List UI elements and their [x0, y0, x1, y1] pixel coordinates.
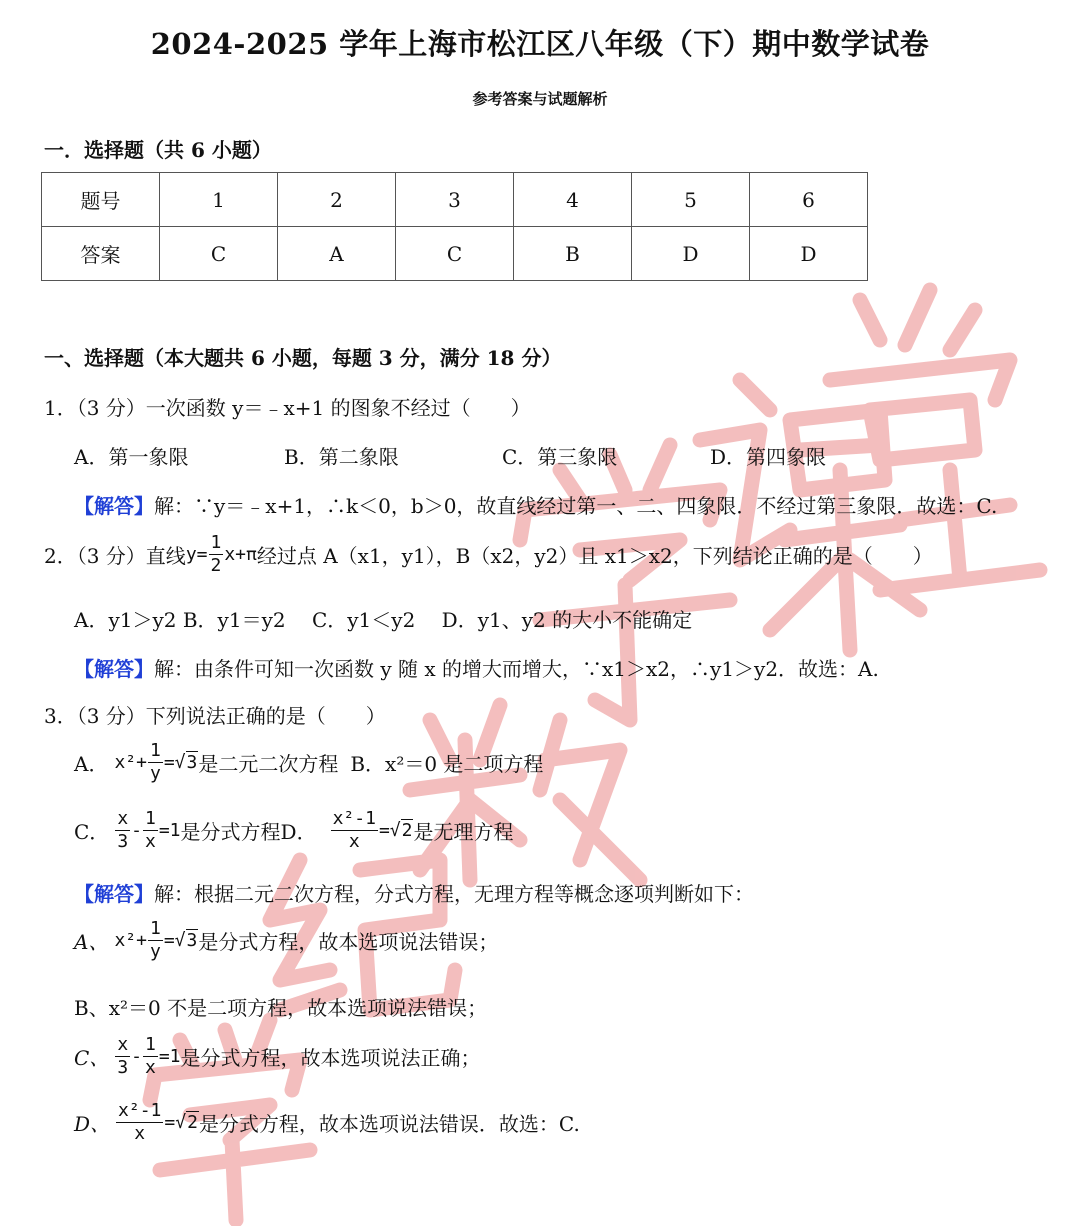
- fraction-denominator: x: [134, 1123, 146, 1144]
- document-title: 2024-2025 学年上海市松江区八年级（下）期中数学试卷: [150, 27, 930, 61]
- math-operator: -: [131, 1046, 142, 1067]
- q3-solution: [74, 878, 754, 907]
- fraction-numerator: x²-1: [332, 808, 376, 829]
- fraction-numerator: 1: [149, 918, 161, 939]
- q1-option-c: C．第三象限: [502, 445, 618, 469]
- option-label: D、: [74, 1112, 111, 1136]
- q3-solution-intro: 解：根据二元二次方程，分式方程，无理方程等概念逐项判断如下：: [154, 882, 754, 906]
- question-1-stem: 1．（3 分）一次函数 y＝﹣x+1 的图象不经过（ ）: [44, 396, 531, 420]
- question-2-stem: [44, 534, 933, 575]
- fraction-numerator: x: [117, 1034, 129, 1055]
- math-fraction: [331, 810, 378, 851]
- q1-option-d: D．第四象限: [710, 445, 827, 469]
- option-label: D．: [280, 820, 317, 844]
- q3-option-b: B．x²＝0 是二项方程: [350, 752, 544, 776]
- option-text: 是分式方程: [180, 820, 281, 844]
- q2-formula-lhs: y=: [185, 544, 208, 565]
- fraction-denominator: x: [145, 831, 156, 852]
- radicand: 3: [186, 752, 198, 773]
- table-cell-number: 5: [632, 173, 750, 227]
- q2-suffix: 经过点 A（x1，y1），B（x2，y2）且 x1＞x2，下列结论正确的是（ ）: [256, 544, 933, 568]
- table-cell-answer: C: [396, 227, 514, 281]
- table-cell-answer: B: [514, 227, 632, 281]
- radicand: 3: [186, 930, 198, 951]
- math-sqrt: √3: [174, 930, 198, 951]
- math-operator: =: [378, 820, 390, 841]
- question-3-stem: 3．（3 分）下列说法正确的是（ ）: [44, 704, 386, 728]
- q2-formula-tail: x+π: [224, 544, 257, 565]
- fraction-numerator: 1: [145, 808, 156, 829]
- option-text: 是分式方程，故本选项说法正确；: [180, 1046, 481, 1070]
- section-heading-scored: 一、选择题（本大题共 6 小题，每题 3 分，满分 18 分）: [44, 346, 562, 370]
- math-operator: =: [163, 930, 175, 951]
- fraction-numerator: 1: [210, 532, 222, 553]
- option-text: 是分式方程，故本选项说法错误；: [198, 930, 499, 954]
- fraction-denominator: 3: [117, 1057, 129, 1078]
- fraction-denominator: 3: [117, 831, 129, 852]
- math-operator: =: [163, 752, 175, 773]
- table-cell-number: 1: [160, 173, 278, 227]
- table-row: [42, 227, 868, 281]
- q2-solution: [74, 653, 879, 682]
- math-term: =1: [158, 1046, 181, 1067]
- q3-solution-d: [74, 1102, 580, 1143]
- q3-solution-a: [74, 920, 498, 961]
- table-header-label: 题号: [42, 173, 160, 227]
- math-operator: +: [136, 752, 147, 773]
- option-text: 是二元二次方程: [198, 752, 339, 776]
- math-term: x²: [114, 930, 137, 951]
- answer-table: [41, 172, 868, 281]
- answer-tag: 【解答】: [74, 657, 154, 681]
- table-cell-answer: A: [278, 227, 396, 281]
- math-fraction: [143, 810, 158, 851]
- q2-options: A．y1＞y2 B．y1＝y2 C．y1＜y2 D．y1、y2 的大小不能确定: [74, 608, 693, 632]
- math-term: =1: [158, 820, 181, 841]
- math-term: x²: [114, 752, 137, 773]
- math-operator: -: [131, 820, 142, 841]
- option-label: C、: [74, 1046, 110, 1070]
- q3-option-c-d: [74, 810, 513, 851]
- fraction-denominator: 2: [210, 555, 222, 576]
- q1-option-a: A．第一象限: [74, 445, 189, 469]
- table-cell-answer: D: [632, 227, 750, 281]
- fraction-numerator: x: [117, 808, 129, 829]
- math-operator: +: [136, 930, 147, 951]
- fraction-denominator: y: [149, 941, 161, 962]
- q2-prefix: 2．（3 分）直线: [44, 544, 186, 568]
- option-label: C．: [74, 820, 110, 844]
- q1-solution-text: 解：∵y＝﹣x+1，∴k＜0，b＞0，故直线经过第一、二、四象限．不经过第三象限．故选：C.: [154, 494, 998, 518]
- fraction-denominator: x: [348, 831, 360, 852]
- option-label: A、: [74, 930, 109, 954]
- table-row: [42, 173, 868, 227]
- section-heading-choice: 一．选择题（共 6 小题）: [44, 138, 272, 162]
- table-answer-label: 答案: [42, 227, 160, 281]
- answer-tag: 【解答】: [74, 882, 154, 906]
- q1-option-b: B．第二象限: [284, 445, 399, 469]
- math-sqrt: √2: [389, 820, 413, 841]
- answer-tag: 【解答】: [74, 494, 154, 518]
- math-sqrt: √3: [174, 752, 198, 773]
- q2-formula-fraction: [209, 534, 224, 575]
- table-cell-number: 4: [514, 173, 632, 227]
- q3-option-a: [74, 742, 543, 783]
- fraction-denominator: y: [149, 763, 161, 784]
- table-cell-answer: C: [160, 227, 278, 281]
- math-fraction: [115, 810, 130, 851]
- math-fraction: [148, 742, 163, 783]
- q1-solution: [74, 490, 997, 519]
- q3-solution-c: [74, 1036, 481, 1077]
- fraction-numerator: 1: [149, 740, 161, 761]
- table-cell-answer: D: [750, 227, 868, 281]
- math-fraction: [116, 1102, 163, 1143]
- q3-solution-b: B、x²＝0 不是二项方程，故本选项说法错误；: [74, 996, 488, 1020]
- fraction-numerator: x²-1: [118, 1100, 162, 1121]
- math-fraction: [143, 1036, 158, 1077]
- math-operator: =: [164, 1112, 176, 1133]
- fraction-numerator: 1: [145, 1034, 156, 1055]
- math-sqrt: √2: [175, 1112, 198, 1133]
- table-cell-number: 6: [750, 173, 868, 227]
- option-text: 是分式方程，故本选项说法错误．故选：C.: [198, 1112, 580, 1136]
- math-fraction: [115, 1036, 130, 1077]
- option-text: 是无理方程: [413, 820, 514, 844]
- table-cell-number: 2: [278, 173, 396, 227]
- radicand: 2: [187, 1112, 198, 1133]
- option-label: A．: [74, 752, 109, 776]
- document-subtitle: 参考答案与试题解析: [472, 90, 608, 108]
- math-fraction: [148, 920, 163, 961]
- fraction-denominator: x: [145, 1057, 156, 1078]
- table-cell-number: 3: [396, 173, 514, 227]
- q2-solution-text: 解：由条件可知一次函数 y 随 x 的增大而增大，∵x1＞x2，∴y1＞y2．故选：A.: [154, 657, 879, 681]
- radicand: 2: [401, 820, 413, 841]
